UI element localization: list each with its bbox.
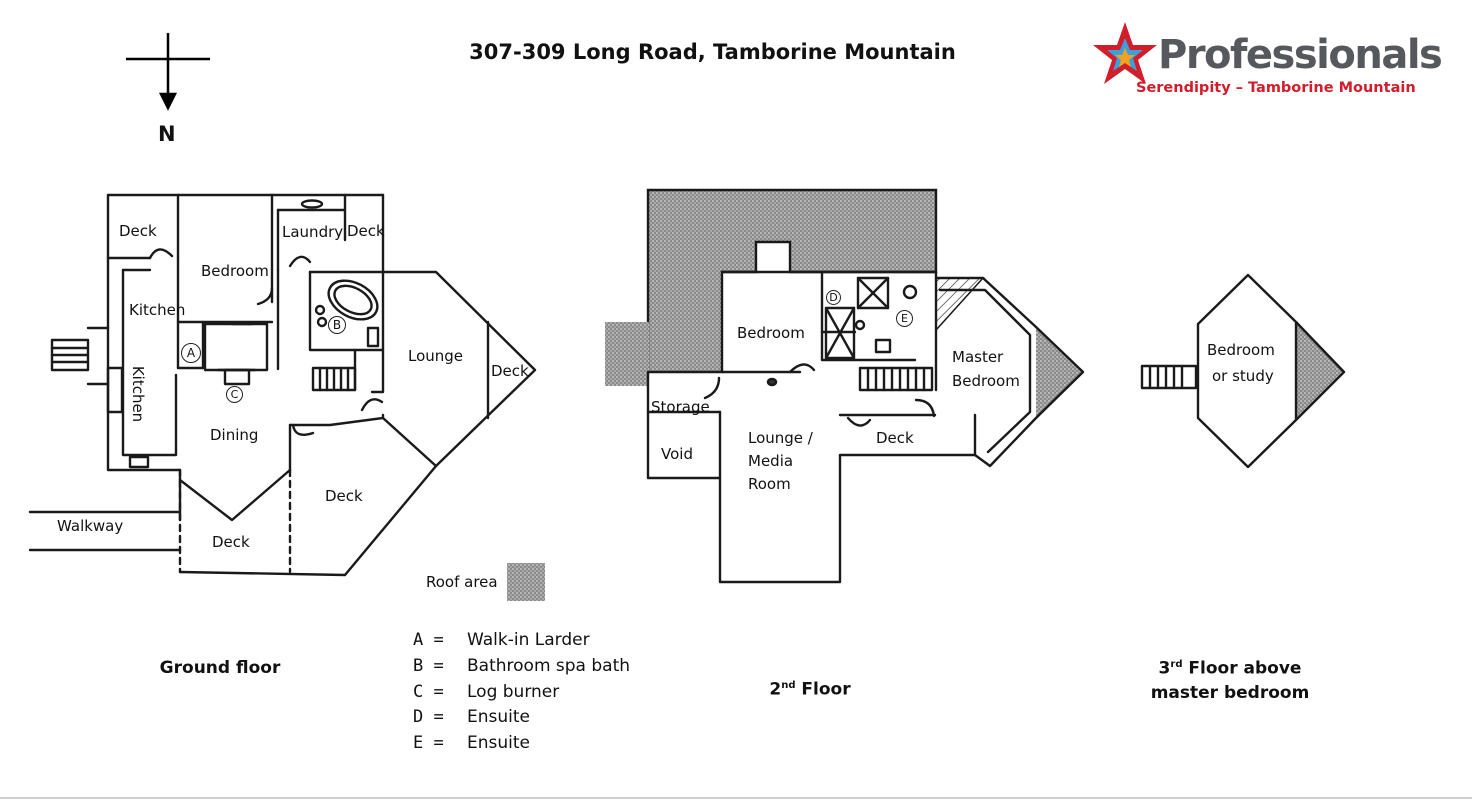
legend-value: Bathroom spa bath	[467, 655, 631, 676]
legend-key: A =	[413, 630, 444, 650]
second-floor-suffix-sup: nd	[781, 680, 796, 691]
marker-d: D	[826, 290, 841, 305]
legend-value: Walk-in Larder	[467, 630, 590, 650]
legend-value: Ensuite	[467, 733, 530, 754]
room-dining: Dining	[210, 426, 259, 444]
page-title: 307-309 Long Road, Tamborine Mountain	[469, 40, 956, 64]
third-floor-suffix-sup: rd	[1170, 659, 1183, 670]
room-bedroom-ground: Bedroom	[201, 262, 269, 280]
legend-key: D =	[413, 707, 444, 728]
north-label: N	[158, 122, 176, 146]
legend-row	[405, 630, 645, 656]
room-bedroom-second: Bedroom	[737, 324, 805, 342]
second-floor-word: Floor	[795, 679, 851, 700]
legend-value: Ensuite	[467, 707, 530, 728]
footer-divider	[0, 797, 1472, 799]
room-master-line1: Master	[952, 348, 1004, 366]
room-walkway: Walkway	[57, 517, 124, 535]
marker-c: C	[226, 386, 243, 403]
third-floor-line1	[1130, 653, 1330, 681]
room-void: Void	[661, 445, 693, 463]
room-bedroom-study-line1: Bedroom	[1207, 341, 1275, 359]
legend-row	[405, 656, 645, 682]
brand-tagline: Serendipity – Tamborine Mountain	[1136, 80, 1416, 96]
brand-name: Professionals	[1158, 32, 1442, 78]
second-floor-number: 2	[769, 679, 782, 700]
room-bedroom-study-line2: or study	[1212, 367, 1274, 385]
second-floor-title	[720, 674, 900, 702]
marker-e: E	[896, 310, 913, 327]
room-deck-lounge: Deck	[491, 362, 529, 380]
room-lounge-media-line1: Lounge /	[748, 429, 813, 447]
room-lounge-media-line2: Media	[748, 452, 794, 470]
marker-b: B	[328, 316, 346, 334]
third-floor-title	[1130, 653, 1330, 705]
room-lounge-media-line3: Room	[748, 475, 791, 493]
roof-area-label: Roof area	[426, 573, 498, 591]
marker-legend	[405, 630, 645, 759]
third-floor-word: Floor above	[1182, 658, 1302, 679]
room-deck-south: Deck	[325, 487, 363, 505]
room-kitchen-vertical: Kitchen	[129, 365, 148, 423]
room-deck-bottom: Deck	[212, 533, 250, 551]
legend-value: Log burner	[467, 681, 560, 702]
legend-key: B =	[413, 655, 444, 676]
room-laundry: Laundry	[282, 223, 344, 241]
north-compass	[126, 33, 210, 108]
room-master-line2: Bedroom	[952, 372, 1020, 390]
room-kitchen-upper: Kitchen	[129, 301, 186, 319]
third-floor-number: 3	[1158, 658, 1171, 679]
room-lounge: Lounge	[408, 347, 464, 365]
brand-block	[1090, 18, 1442, 108]
room-storage: Storage	[651, 398, 710, 416]
legend-row	[405, 733, 645, 759]
room-deck-second: Deck	[876, 429, 914, 447]
room-deck-ne: Deck	[347, 222, 385, 240]
legend-row	[405, 707, 645, 733]
room-deck-nw: Deck	[119, 222, 157, 240]
ground-floor-title: Ground floor	[159, 658, 281, 678]
legend-row	[405, 682, 645, 708]
legend-key: C =	[413, 681, 444, 702]
roof-area-swatch	[507, 563, 545, 601]
third-floor-line2: master bedroom	[1150, 682, 1310, 703]
legend-key: E =	[413, 733, 444, 754]
marker-a: A	[181, 343, 201, 363]
